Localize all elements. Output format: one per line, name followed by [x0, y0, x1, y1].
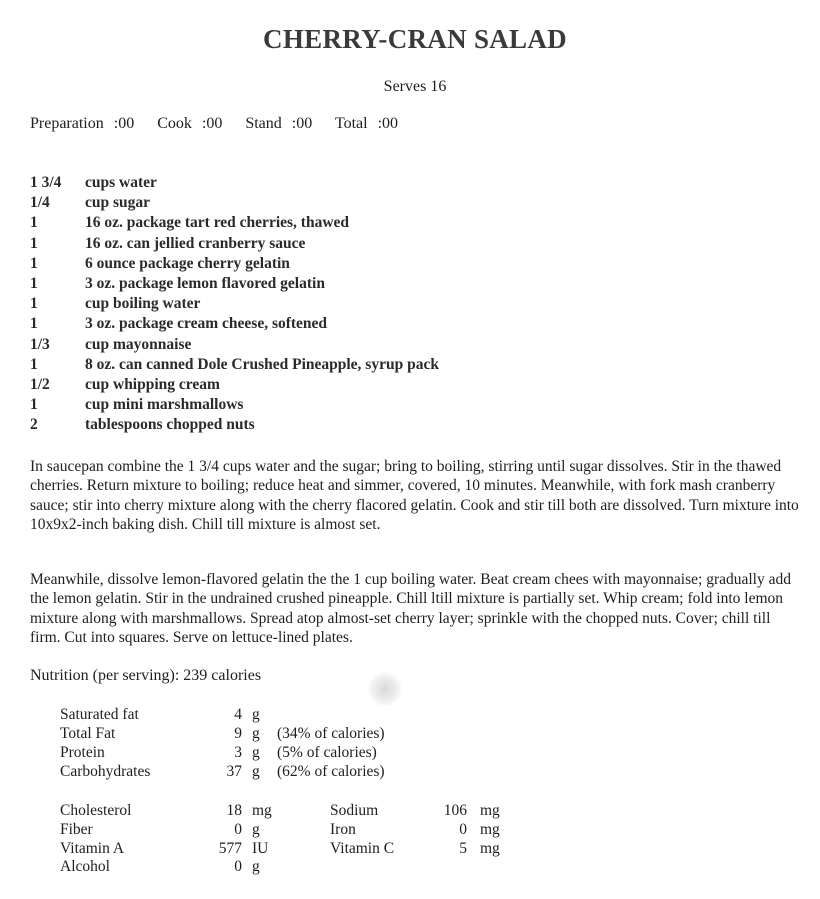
- ingredient-row: [30, 193, 439, 213]
- nutrient-unit-2: mg: [480, 802, 500, 819]
- ingredient-list: [30, 173, 439, 435]
- nutrient-unit: g: [252, 744, 260, 761]
- nutrient-unit-2: mg: [480, 821, 500, 838]
- ingredient-item: 8 oz. can canned Dole Crushed Pineapple, syrup pack: [85, 355, 439, 373]
- ingredient-item: cup whipping cream: [85, 375, 220, 393]
- ingredient-qty: 1 3/4: [30, 174, 62, 191]
- nutrient-unit: g: [252, 821, 260, 838]
- total-label: Total: [334, 115, 368, 132]
- nutrient-label: Carbohydrates: [60, 763, 151, 780]
- prep-value: :00: [113, 115, 135, 132]
- nutrient-unit: g: [252, 706, 260, 723]
- ingredient-row: [30, 314, 439, 334]
- ingredient-row: [30, 294, 439, 314]
- nutrient-value: 4: [234, 706, 242, 723]
- nutrient-value-2: 106: [443, 802, 467, 819]
- directions-paragraph-2: Meanwhile, dissolve lemon-flavored gelatin the the 1 cup boiling water. Beat cream chees with mayonnaise; gradually add the lemon gelatin. Stir in the undrained crushed pineapple. Chill ltill mixture is partially set. Whip cream; fold into lemon mixture along with marshmallows. Spread atop almost-set cherry layer; sprinkle with the chopped nuts. Cover; chill till firm. Cut into squares. Serve on lettuce-lined plates.: [30, 571, 791, 646]
- nutrient-unit: g: [252, 763, 260, 780]
- total-value: :00: [377, 115, 399, 132]
- ingredient-item: 6 ounce package cherry gelatin: [85, 254, 290, 272]
- ingredient-item: 16 oz. package tart red cherries, thawed: [85, 214, 350, 232]
- ingredient-qty: 1: [30, 355, 38, 373]
- stand-value: :00: [291, 115, 313, 132]
- nutrient-value-2: 5: [459, 840, 467, 857]
- nutrient-value-2: 0: [459, 821, 467, 838]
- nutrient-label-2: Iron: [330, 821, 356, 838]
- ingredient-row: [30, 254, 439, 274]
- paper-smudge: [368, 672, 402, 706]
- nutrient-value: 0: [234, 821, 242, 838]
- nutrient-label-2: Vitamin C: [330, 840, 395, 857]
- recipe-title: CHERRY-CRAN SALAD: [263, 24, 567, 54]
- ingredient-item: 3 oz. package lemon flavored gelatin: [85, 274, 325, 292]
- ingredient-qty: 1/3: [30, 335, 50, 353]
- ingredient-item: 3 oz. package cream cheese, softened: [85, 315, 328, 333]
- ingredient-item: cup sugar: [85, 194, 151, 212]
- ingredient-row: [30, 375, 439, 395]
- ingredient-qty: 1/2: [30, 375, 50, 393]
- ingredient-row: [30, 213, 439, 233]
- serves-text: Serves 16: [383, 78, 447, 95]
- ingredient-row: [30, 274, 439, 294]
- nutrient-label: Protein: [60, 744, 105, 761]
- ingredient-row: [30, 173, 439, 193]
- nutrient-label: Total Fat: [60, 725, 116, 742]
- nutrient-value: 37: [226, 763, 242, 780]
- ingredient-qty: 1: [30, 396, 38, 414]
- time-summary: [30, 115, 417, 133]
- nutrition-heading: Nutrition (per serving): 239 calories: [30, 667, 262, 684]
- nutrient-unit: mg: [252, 802, 272, 819]
- nutrient-label: Cholesterol: [60, 802, 132, 819]
- ingredient-row: [30, 335, 439, 355]
- nutrient-label: Fiber: [60, 821, 93, 838]
- ingredient-item: cup mini marshmallows: [85, 396, 244, 414]
- ingredient-row: [30, 355, 439, 375]
- ingredient-item: tablespoons chopped nuts: [85, 416, 255, 434]
- ingredient-qty: 1: [30, 234, 38, 252]
- ingredient-qty: 1/4: [30, 194, 50, 212]
- nutrient-percent-note: (5% of calories): [277, 744, 377, 761]
- ingredient-qty: 1: [30, 274, 38, 292]
- nutrient-value: 9: [234, 725, 242, 742]
- ingredient-item: cup mayonnaise: [85, 335, 192, 353]
- nutrient-percent-note: (34% of calories): [277, 725, 385, 742]
- nutrient-label-2: Sodium: [330, 802, 379, 819]
- nutrient-unit: g: [252, 858, 260, 875]
- prep-label: Preparation: [30, 115, 104, 132]
- nutrient-unit-2: mg: [480, 840, 500, 857]
- ingredient-row: [30, 234, 439, 254]
- nutrient-unit: IU: [252, 840, 269, 857]
- ingredient-qty: 1: [30, 254, 38, 272]
- nutrient-label: Vitamin A: [60, 840, 125, 857]
- ingredient-item: 16 oz. can jellied cranberry sauce: [85, 234, 306, 252]
- ingredient-qty: 1: [30, 315, 38, 333]
- ingredient-qty: 2: [30, 416, 38, 434]
- nutrient-value: 577: [218, 840, 242, 857]
- nutrient-label: Saturated fat: [60, 706, 139, 723]
- ingredient-item: cups water: [85, 174, 157, 191]
- ingredient-row: [30, 395, 439, 415]
- ingredient-item: cup boiling water: [85, 295, 201, 313]
- directions-paragraph-1: In saucepan combine the 1 3/4 cups water and the sugar; bring to boiling, stirring until sugar dissolves. Stir in the thawed cherries. Return mixture to boiling; reduce heat and simmer, covered, 10 minutes. Meanwhile, with fork mash cranberry sauce; stir into cherry mixture along with the cherry flacored gelatin. Cook and stir till both are dissolved. Turn mixture into 10x9x2-inch baking dish. Chill till mixture is almost set.: [30, 458, 799, 533]
- ingredient-qty: 1: [30, 295, 38, 313]
- cook-value: :00: [201, 115, 223, 132]
- nutrient-value: 18: [226, 802, 242, 819]
- nutrient-percent-note: (62% of calories): [277, 763, 385, 780]
- nutrient-value: 0: [234, 858, 242, 875]
- cook-label: Cook: [157, 115, 192, 132]
- ingredient-row: [30, 415, 439, 435]
- nutrient-unit: g: [252, 725, 260, 742]
- ingredient-qty: 1: [30, 214, 38, 232]
- stand-label: Stand: [245, 115, 282, 132]
- nutrient-label: Alcohol: [60, 858, 110, 875]
- nutrient-value: 3: [234, 744, 242, 761]
